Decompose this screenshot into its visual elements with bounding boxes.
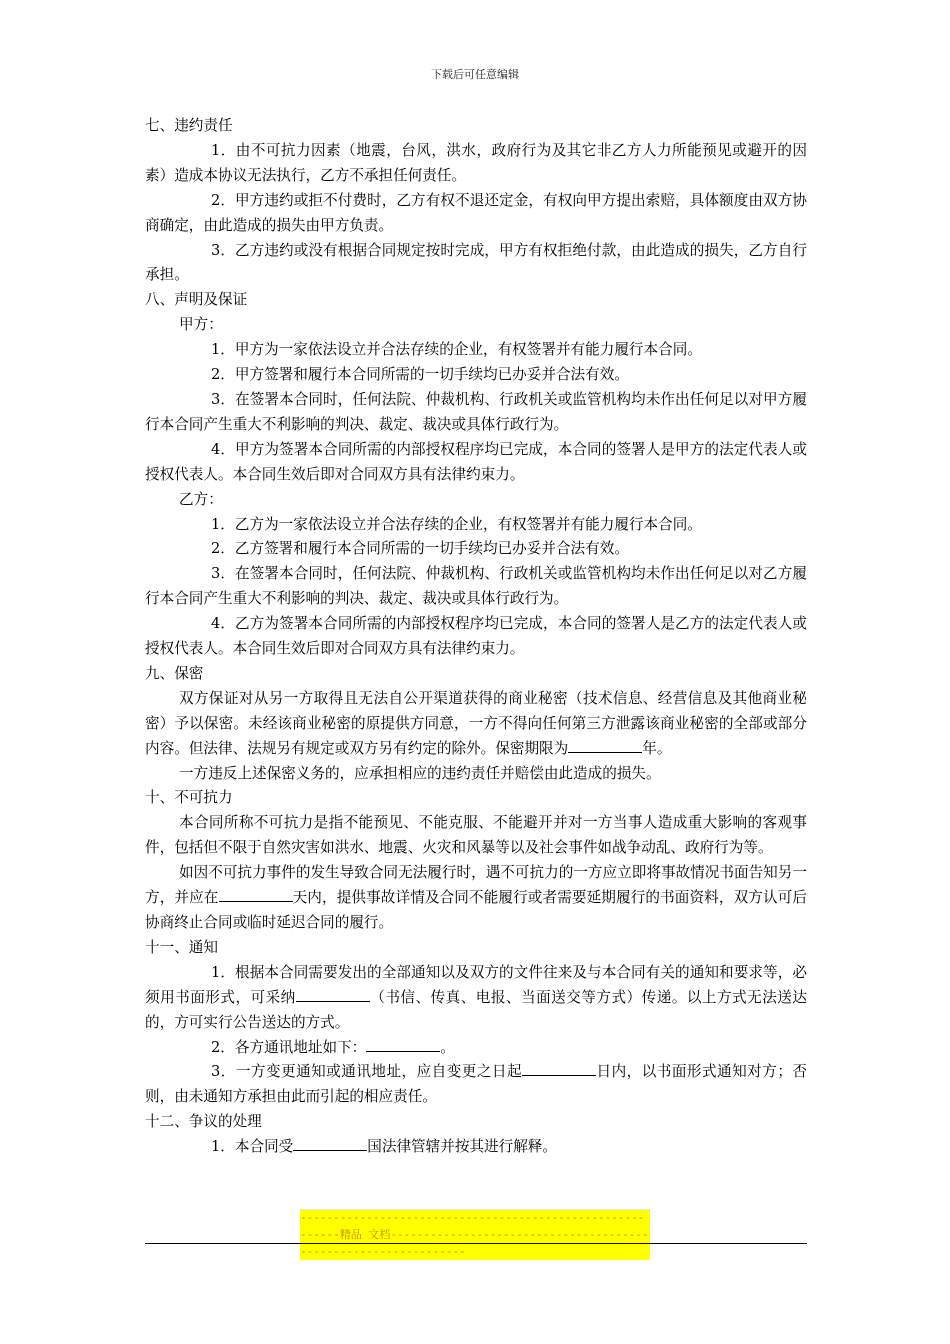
clause-text: 3．一方变更通知或通讯地址，应自变更之日起 (211, 1063, 523, 1081)
section-title: 七、违约责任 (145, 117, 233, 134)
paragraph-text: 如因不可抗力事件的发生导致合同无法履行时，遇不可抗力的一方应立即将事故情况书面告知另一方，并应在 (145, 864, 807, 907)
clause: 2．甲方违约或拒不付费时，乙方有权不退还定金，有权向甲方提出索赔，具体额度由双方协商确定，由此造成的损失由甲方负责。 (145, 191, 807, 234)
section-title: 十二、争议的处理 (145, 1113, 262, 1131)
section-title: 九、保密 (145, 664, 204, 682)
fill-blank (296, 987, 370, 1002)
clause: 1．甲方为一家依法设立并合法存续的企业，有权签署并有能力履行本合同。 (211, 341, 702, 359)
clause-text: 1．根据本合同需要发出的全部通知以及双方的文件往来及与本合同有关的通知和要求等，必须用书面形式，可采纳 (145, 963, 807, 1006)
footer-divider (145, 1243, 807, 1244)
paragraph-text: 天内，提供事故详情及合同不能履行或者需要延期履行的书面资料，双方认可后协商终止合同或临时延迟合同的履行。 (145, 889, 807, 931)
fill-blank (568, 738, 642, 753)
section-title: 十、不可抗力 (145, 789, 233, 807)
clause-text: 日内，以书面形式通知对方；否则，由未通知方承担由此而引起的相应责任。 (145, 1063, 807, 1106)
clause: 4．乙方为签署本合同所需的内部授权程序均已完成，本合同的签署人是乙方的法定代表人或授权代表人。本合同生效后即对合同双方具有法律约束力。 (145, 615, 807, 658)
clause-text: 国法律管辖并按其进行解释。 (367, 1138, 557, 1156)
clause: 3．在签署本合同时，任何法院、仲裁机构、行政机关或监管机构均未作出任何足以对乙方履行本合同产生重大不利影响的判决、裁定、裁决或具体行政行为。 (145, 565, 807, 608)
page-header: 下载后可任意编辑 (431, 68, 519, 81)
clause-text: 1．本合同受 (211, 1138, 294, 1156)
paragraph-text: 年。 (642, 739, 672, 757)
clause-text: （书信、传真、电报、当面送交等方式）传递。以上方式无法送达的，方可实行公告送达的方式。 (145, 988, 807, 1031)
section-title: 八、声明及保证 (145, 291, 248, 309)
clause: 1．乙方为一家依法设立并合法存续的企业，有权签署并有能力履行本合同。 (211, 515, 702, 533)
fill-blank (293, 1136, 367, 1151)
paragraph (145, 687, 807, 762)
clause: 2．甲方签署和履行本合同所需的一切手续均已办妥并合法有效。 (211, 366, 629, 384)
clause-text: 。 (440, 1038, 455, 1056)
paragraph (145, 861, 807, 936)
fill-blank (522, 1061, 596, 1076)
fill-blank (366, 1037, 440, 1052)
paragraph-text: 双方保证对从另一方取得且无法自公开渠道获得的商业秘密（技术信息、经营信息及其他商业秘密）予以保密。未经该商业秘密的原提供方同意，一方不得向任何第三方泄露该商业秘密的全部或部分内容。但法律、法规另有规定或双方另有约定的除外。保密期限为 (145, 689, 807, 757)
clause-text: 2．各方通讯地址如下： (211, 1038, 367, 1056)
clause: 2．乙方签署和履行本合同所需的一切手续均已办妥并合法有效。 (211, 540, 629, 558)
clause: 3．乙方违约或没有根据合同规定按时完成，甲方有权拒绝付款，由此造成的损失，乙方自行承担。 (145, 241, 807, 284)
footer-banner: ----------------------------------------------------------精品 文档---------------------------------------------------------------- (300, 1211, 649, 1258)
clause (145, 961, 807, 1036)
document-body (145, 114, 807, 1160)
clause (145, 1135, 807, 1160)
clause: 1．由不可抗力因素（地震，台风，洪水，政府行为及其它非乙方人力所能预见或避开的因素）造成本协议无法执行，乙方不承担任何责任。 (145, 141, 807, 184)
paragraph: 一方违反上述保密义务的，应承担相应的违约责任并赔偿由此造成的损失。 (179, 764, 661, 782)
clause: 4．甲方为签署本合同所需的内部授权程序均已完成，本合同的签署人是甲方的法定代表人或授权代表人。本合同生效后即对合同双方具有法律约束力。 (145, 440, 807, 483)
clause (145, 1060, 807, 1110)
clause (145, 1036, 807, 1061)
clause: 3．在签署本合同时，任何法院、仲裁机构、行政机关或监管机构均未作出任何足以对甲方履行本合同产生重大不利影响的判决、裁定、裁决或具体行政行为。 (145, 390, 807, 433)
fill-blank (219, 887, 293, 902)
section-title: 十一、通知 (145, 938, 218, 956)
party-label: 甲方： (179, 316, 223, 334)
party-label: 乙方： (179, 490, 223, 508)
paragraph: 本合同所称不可抗力是指不能预见、不能克服、不能避开并对一方当事人造成重大影响的客观事件，包括但不限于自然灾害如洪水、地震、火灾和风暴等以及社会事件如战争动乱、政府行为等。 (145, 814, 807, 857)
